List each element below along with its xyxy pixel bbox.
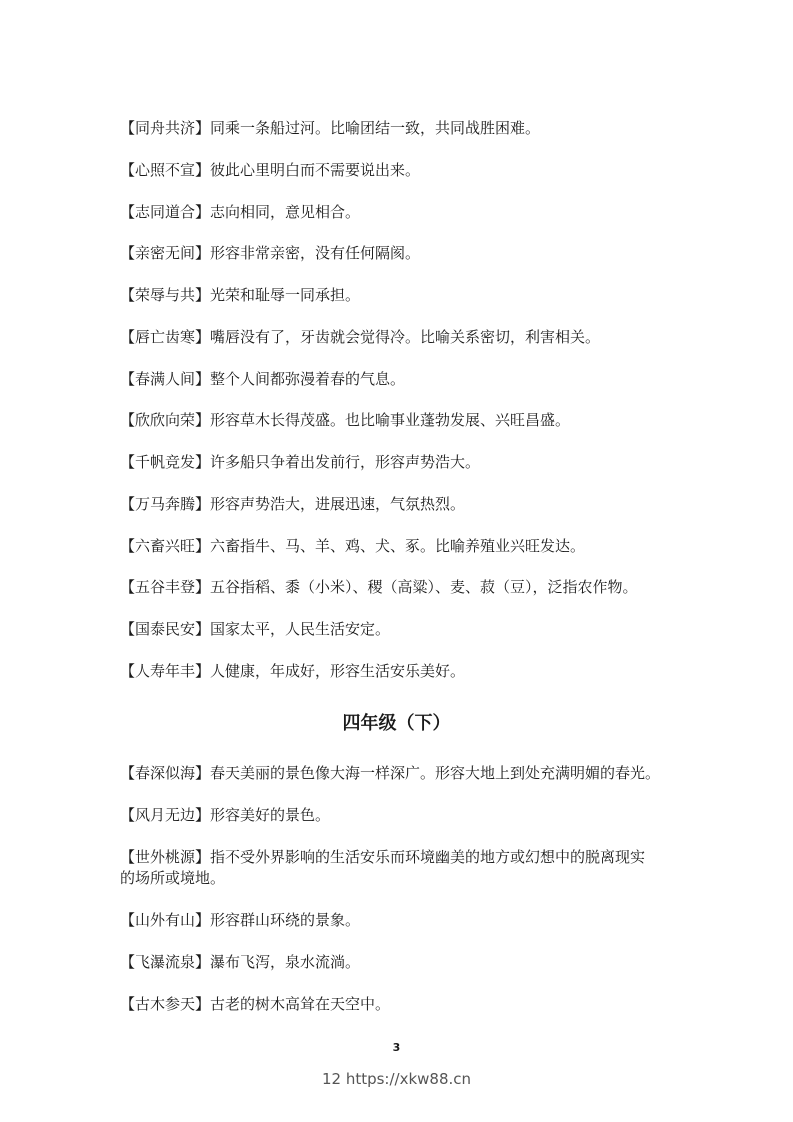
idiom-term: 【国泰民安】 [120, 620, 211, 638]
idiom-definition: 指不受外界影响的生活安乐而环境幽美的地方或幻想中的脱离现实的场所或境地。 [120, 848, 646, 887]
footer-watermark: 12 https://xkw88.cn [321, 1070, 472, 1088]
idiom-entry [120, 160, 648, 181]
section-heading: 四年级（下） [342, 713, 451, 734]
idiom-entry [120, 661, 648, 682]
idiom-definition: 瀑布飞泻，泉水流淌。 [210, 953, 361, 971]
idiom-definition: 嘴唇没有了，牙齿就会觉得冷。比喻关系密切，利害相关。 [210, 328, 601, 346]
idiom-definition: 形容声势浩大，进展迅速，气氛热烈。 [210, 495, 466, 513]
idiom-entry [120, 202, 648, 223]
idiom-entry [120, 327, 648, 348]
idiom-term: 【五谷丰登】 [120, 578, 211, 596]
idiom-term: 【山外有山】 [120, 911, 211, 929]
idiom-definition: 形容非常亲密，没有任何隔阂。 [210, 244, 421, 262]
idiom-definition: 同乘一条船过河。比喻团结一致，共同战胜困难。 [210, 119, 541, 137]
idiom-definition: 春天美丽的景色像大海一样深广。形容大地上到处充满明媚的春光。 [210, 764, 661, 782]
idiom-term: 【万马奔腾】 [120, 495, 211, 513]
idiom-definition: 形容美好的景色。 [210, 806, 331, 824]
idiom-term: 【志同道合】 [120, 203, 211, 221]
idiom-entry [120, 952, 648, 973]
idiom-entry [120, 494, 648, 515]
idiom-definition: 人健康，年成好，形容生活安乐美好。 [210, 662, 466, 680]
idiom-term: 【六畜兴旺】 [120, 537, 211, 555]
idiom-term: 【心照不宣】 [120, 161, 211, 179]
idiom-entry [120, 805, 648, 826]
idiom-entry [120, 285, 648, 306]
idiom-definition: 五谷指稻、黍（小米）、稷（高粱）、麦、菽（豆），泛指农作物。 [210, 578, 638, 596]
idiom-entry [120, 763, 680, 784]
idiom-term: 【荣辱与共】 [120, 286, 211, 304]
idiom-term: 【唇亡齿寒】 [120, 328, 211, 346]
idiom-entry [120, 577, 680, 598]
idiom-entry [120, 619, 648, 640]
idiom-entry [120, 452, 648, 473]
idiom-definition: 许多船只争着出发前行，形容声势浩大。 [210, 453, 481, 471]
idiom-entry [120, 847, 648, 889]
page-number: 3 [392, 1041, 401, 1054]
idiom-definition: 形容草木长得茂盛。也比喻事业蓬勃发展、兴旺昌盛。 [210, 411, 571, 429]
idiom-entry [120, 243, 648, 264]
idiom-entry [120, 910, 648, 931]
idiom-term: 【亲密无间】 [120, 244, 211, 262]
idiom-term: 【欣欣向荣】 [120, 411, 211, 429]
idiom-term: 【千帆竞发】 [120, 453, 211, 471]
idiom-entry [120, 994, 648, 1015]
idiom-entry [120, 369, 648, 390]
idiom-definition: 整个人间都弥漫着春的气息。 [210, 370, 406, 388]
idiom-term: 【春深似海】 [120, 764, 211, 782]
idiom-definition: 形容群山环绕的景象。 [210, 911, 361, 929]
idiom-definition: 志向相同，意见相合。 [210, 203, 361, 221]
idiom-term: 【春满人间】 [120, 370, 211, 388]
idiom-entry [120, 536, 648, 557]
idiom-term: 【人寿年丰】 [120, 662, 211, 680]
idiom-term: 【同舟共济】 [120, 119, 211, 137]
idiom-term: 【古木参天】 [120, 995, 211, 1013]
idiom-term: 【风月无边】 [120, 806, 211, 824]
idiom-entry [120, 410, 648, 431]
idiom-entry [120, 118, 648, 139]
idiom-definition: 光荣和耻辱一同承担。 [210, 286, 361, 304]
idiom-definition: 彼此心里明白而不需要说出来。 [210, 161, 421, 179]
idiom-definition: 古老的树木高耸在天空中。 [210, 995, 391, 1013]
idiom-term: 【飞瀑流泉】 [120, 953, 211, 971]
idiom-definition: 六畜指牛、马、羊、鸡、犬、豖。比喻养殖业兴旺发达。 [210, 537, 586, 555]
idiom-term: 【世外桃源】 [120, 848, 211, 866]
idiom-definition: 国家太平，人民生活安定。 [210, 620, 391, 638]
